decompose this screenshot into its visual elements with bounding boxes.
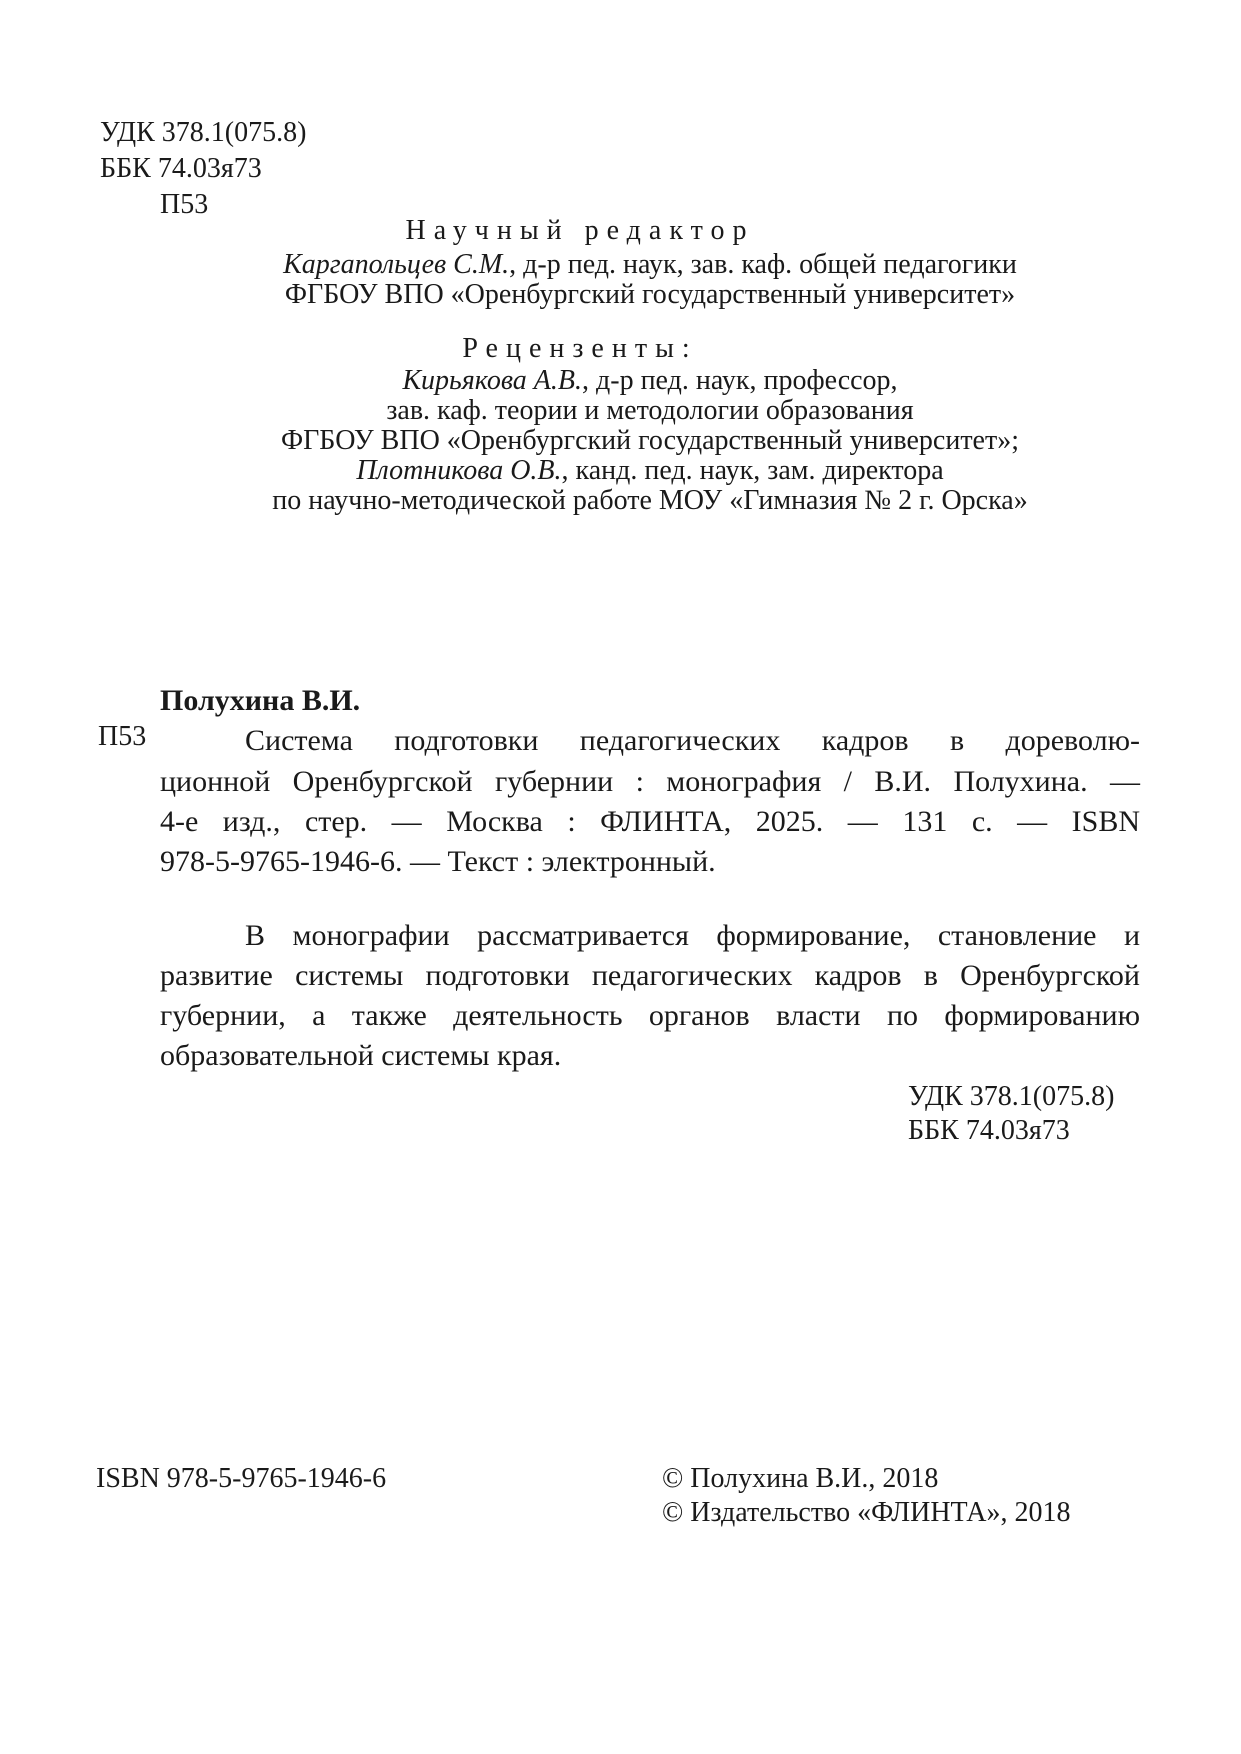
editor-name: Каргапольцев С.М. [283,249,510,280]
entry-line-4: 978-5-9765-1946-6. — Текст : электронный. [160,845,716,878]
entry-line-1: Система подготовки педагогических кадров в дореволю- [245,724,1140,757]
reviewer2-position: по научно-методической работе МОУ «Гимназия № 2 г. Орска» [272,485,1028,516]
editor-line [200,248,1100,282]
reviewer2-name: Плотникова О.В. [356,455,562,486]
isbn: ISBN 978-5-9765-1946-6 [96,1463,387,1494]
entry-author: Полухина В.И. [160,684,361,717]
udk-code-right: УДК 378.1(075.8) [908,1081,1115,1112]
reviewer2-line [200,454,1100,488]
reviewer1-position: зав. каф. теории и методологии образования [386,395,914,426]
entry-line-3: 4-е изд., стер. — Москва : ФЛИНТА, 2025. — 131 с. — ISBN [160,805,1140,838]
reviewer1-name: Кирьякова А.В. [402,365,582,396]
reviewer1-desc: , д-р пед. наук, профессор, [582,365,898,396]
reviewers-heading: Рецензенты: [462,333,698,364]
bbk-code: ББК 74.03я73 [100,153,262,184]
udk-code: УДК 378.1(075.8) [100,117,307,148]
reviewer2-desc: , канд. пед. наук, зам. директора [561,455,944,486]
abstract-line-3: губернии, а также деятельность органов власти по формированию [160,999,1140,1032]
bbk-code-right: ББК 74.03я73 [908,1115,1070,1146]
entry-line-2: ционной Оренбургской губернии : монография / В.И. Полухина. — [160,765,1140,798]
editor-heading: Научный редактор [405,215,755,246]
reviewer1-line [200,364,1100,398]
abstract-line-1: В монографии рассматривается формирование, становление и [245,919,1140,952]
abstract-line-4: образовательной системы края. [160,1039,562,1072]
copyright-publisher: © Издательство «ФЛИНТА», 2018 [662,1497,1071,1528]
editor-desc: , д-р пед. наук, зав. каф. общей педагогики [509,249,1017,280]
copyright-author: © Полухина В.И., 2018 [662,1463,939,1494]
entry-index: П53 [98,721,147,752]
author-index: П53 [160,189,209,220]
reviewer1-org: ФГБОУ ВПО «Оренбургский государственный университет»; [281,425,1019,456]
abstract-line-2: развитие системы подготовки педагогических кадров в Оренбургской [160,959,1140,992]
editor-org: ФГБОУ ВПО «Оренбургский государственный университет» [284,279,1016,310]
